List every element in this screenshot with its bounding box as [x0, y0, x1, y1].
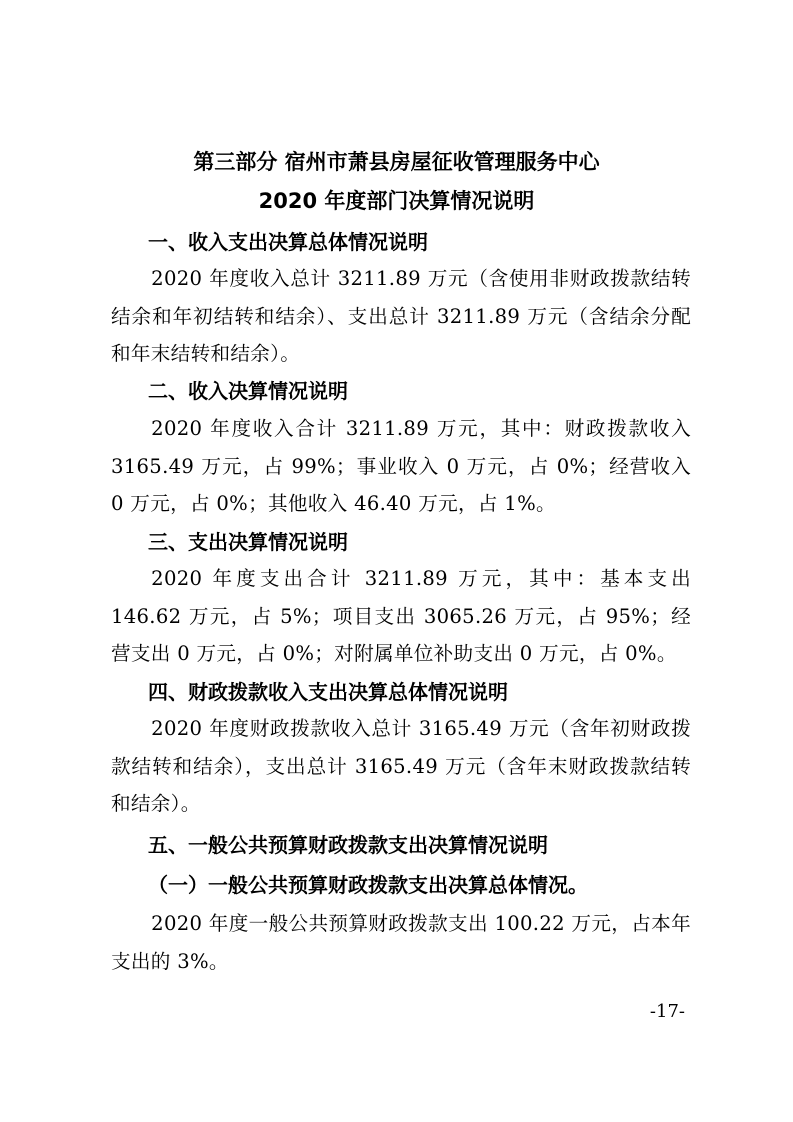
section-heading-2: 二、收入决算情况说明 — [148, 379, 348, 403]
section-paragraph-4: 2020 年度财政拨款收入总计 3165.49 万元（含年初财政拨款结转和结余），支出总计 3165.49 万元（含年末财政拨款结转和结余）。 — [111, 717, 691, 815]
document-title-line1: 第三部分 宿州市萧县房屋征收管理服务中心 — [193, 150, 600, 174]
section-subheading-5-1: （一）一般公共预算财政拨款支出决算总体情况。 — [148, 873, 588, 897]
document-title-line2: 2020 年度部门决算情况说明 — [258, 189, 535, 213]
section-heading-3: 三、支出决算情况说明 — [148, 530, 348, 554]
section-heading-4: 四、财政拨款收入支出决算总体情况说明 — [148, 680, 508, 704]
section-heading-1: 一、收入支出决算总体情况说明 — [148, 230, 428, 254]
page-number: -17- — [649, 1001, 685, 1022]
section-paragraph-3: 2020 年度支出合计 3211.89 万元，其中：基本支出 146.62 万元，占 5%；项目支出 3065.26 万元，占 95%；经营支出 0 万元，占 0%；对附属单位补助支出 0 万元，占 0%。 — [111, 567, 691, 665]
section-paragraph-5: 2020 年度一般公共预算财政拨款支出 100.22 万元，占本年支出的 3%。 — [111, 912, 691, 973]
section-paragraph-1: 2020 年度收入总计 3211.89 万元（含使用非财政拨款结转结余和年初结转和结余）、支出总计 3211.89 万元（含结余分配和年末结转和结余）。 — [111, 267, 691, 365]
section-paragraph-2: 2020 年度收入合计 3211.89 万元，其中：财政拨款收入 3165.49 万元，占 99%；事业收入 0 万元，占 0%；经营收入 0 万元，占 0%；其他收入 46.40 万元，占 1%。 — [111, 417, 691, 515]
section-heading-5: 五、一般公共预算财政拨款支出决算情况说明 — [148, 833, 548, 857]
